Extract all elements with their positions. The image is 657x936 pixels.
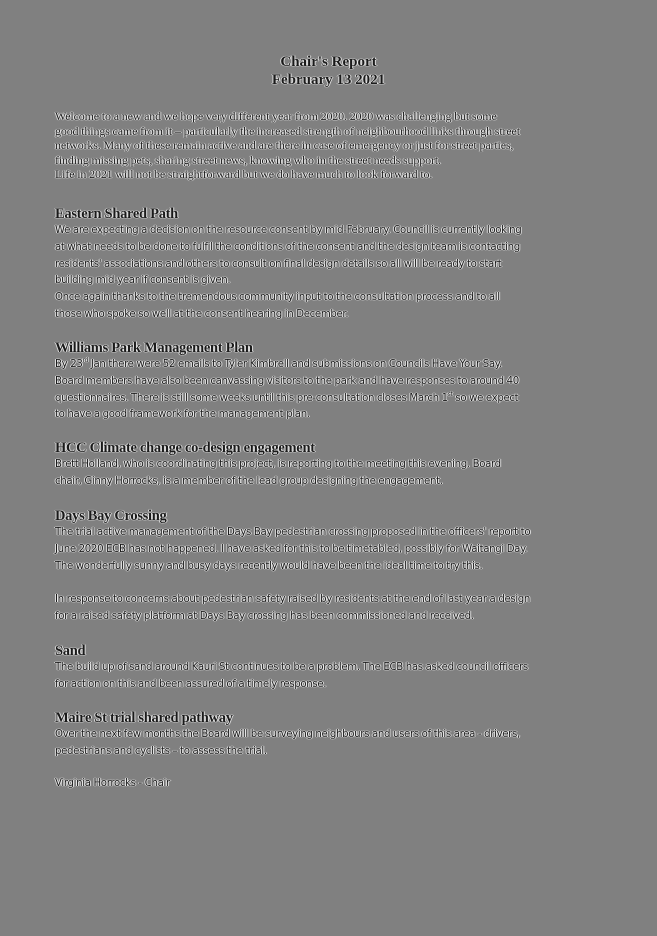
section-line: building mid-year if consent is given. xyxy=(55,275,231,287)
section-line: The trial active management of the Days Bay pedestrian crossing proposed in the officers' report to xyxy=(55,527,531,538)
intro-line: finding missing pets, sharing street news, knowing who in the street needs support. xyxy=(55,152,441,167)
section-heading: HCC Climate change co-design engagement xyxy=(55,440,315,456)
intro-line: good things came from it – particularly the increased strength of neighbourhood links through street xyxy=(55,123,520,138)
section-line: for a raised safety platform at Days Bay crossing has been commissioned and received. xyxy=(55,610,474,622)
section-williams-park xyxy=(55,339,615,424)
ordinal-suffix: st xyxy=(447,390,453,398)
section-line: The build up of sand around Kauri St continues to be a problem. The ECB has asked council officers xyxy=(55,662,528,673)
section-line: those who spoke so well at the consent hearing in December. xyxy=(55,308,349,320)
section-line xyxy=(55,357,615,374)
intro-paragraph xyxy=(55,109,605,182)
section-line: Board members have also been canvassing visitors to the park and have responses to around 40 xyxy=(55,375,519,387)
section-line: In response to concerns about pedestrian safety raised by residents at the end of last year a design xyxy=(55,594,531,606)
section-line: chair, Ginny Horrocks, is a member of the lead group designing the engagement. xyxy=(55,475,443,487)
report-title: Chair's Report xyxy=(280,54,377,70)
intro-line: networks. Many of these remain active and are there in case of emergency or just for street parties, xyxy=(55,138,514,152)
text-run: so we expect xyxy=(452,392,519,404)
section-heading: Days Bay Crossing xyxy=(55,508,167,524)
section-line: Brett Holland, who is coordinating this project, is reporting to the meeting this evening. Board xyxy=(55,459,501,470)
section-heading: Eastern Shared Path xyxy=(55,206,178,222)
section-sand xyxy=(55,642,615,694)
section-days-bay-crossing xyxy=(55,507,615,626)
section-line: Once again thanks to the tremendous community input to the consultation process and to all xyxy=(55,292,500,304)
section-hcc-climate xyxy=(55,439,615,491)
section-line: The wonderfully sunny and busy days recently would have been the ideal time to try this. xyxy=(55,560,483,572)
intro-line: Welcome to a new and we hope very different year from 2020. 2020 was challenging but some xyxy=(55,109,497,123)
section-line: We are expecting a decision on the resource consent by mid-February. Council is currently looking xyxy=(55,225,522,236)
text-run: Jan there were 52 emails to Tyler Kimbrell and submissions on Councils Have Your Say. xyxy=(87,359,502,370)
section-line: for action on this and been assured of a timely response. xyxy=(55,678,327,690)
section-heading: Sand xyxy=(55,643,86,659)
section-line: residents' associations and others to consult on final design details so all will be ready to start xyxy=(55,258,502,270)
ordinal-suffix: rd xyxy=(82,357,88,364)
section-line: to have a good framework for the management plan. xyxy=(55,409,310,421)
text-run: questionnaires. There is still some weeks until this pre-consultation closes March 1 xyxy=(55,392,448,404)
section-heading: Maire St trial shared pathway xyxy=(55,710,233,726)
section-line: pedestrians and cyclists – to assess the trial. xyxy=(55,745,267,757)
section-eastern-shared-path xyxy=(55,205,615,324)
section-line xyxy=(55,391,615,408)
report-date: February 13 2021 xyxy=(271,72,386,88)
section-line: at what needs to be done to fulfil the conditions of the consent and the design team is contacting xyxy=(55,241,520,253)
section-line: Over the next few months the Board will be surveying neighbours and users of this area - drivers, xyxy=(55,729,520,740)
text-run: By 23 xyxy=(55,359,83,370)
section-maire-st xyxy=(55,709,615,761)
report-header xyxy=(0,53,657,89)
intro-line: Life in 2021 will not be straightforward but we do have much to look forward to. xyxy=(55,167,433,181)
signature: Virginia Horrocks - Chair xyxy=(55,778,170,789)
section-heading: Williams Park Management Plan xyxy=(55,340,253,356)
section-line: June 2020 ECB has not happened. I have asked for this to be timetabled, possibly for Waitangi Day. xyxy=(55,543,528,555)
